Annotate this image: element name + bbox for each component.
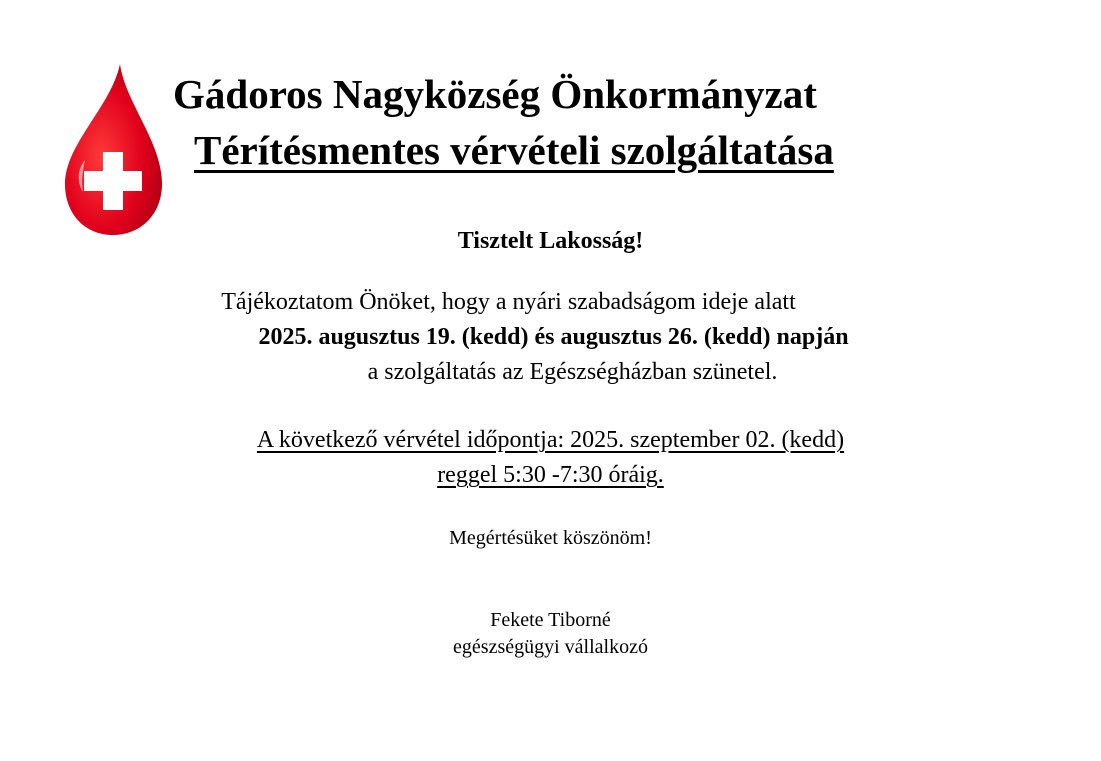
thanks-text: Megértésüket köszönöm!: [449, 527, 652, 549]
next-appointment-line-1: [0, 424, 1101, 456]
next-appointment-line-2: [0, 459, 1101, 491]
next-appointment-date: A következő vérvétel időpontja: 2025. szeptember 02. (kedd): [256, 427, 845, 453]
page-title: Gádoros Nagyközség Önkormányzat: [173, 71, 817, 117]
next-appointment-time: reggel 5:30 -7:30 óráig.: [437, 462, 664, 488]
signature-name: Fekete Tiborné: [490, 609, 611, 631]
notice-line-3: a szolgáltatás az Egészségházban szünetel.: [367, 359, 778, 385]
logo-svg: [63, 62, 163, 237]
page-subtitle: Térítésmentes vérvételi szolgáltatása: [194, 127, 834, 173]
notice-closure-dates: 2025. augusztus 19. (kedd) és augusztus 26. (kedd) napján: [258, 324, 849, 350]
notice-line-1: Tájékoztatom Önöket, hogy a nyári szabadságom ideje alatt: [221, 289, 796, 315]
signature-role: egészségügyi vállalkozó: [453, 636, 648, 658]
blood-drop-cross-icon: [63, 62, 163, 237]
greeting: Tisztelt Lakosság!: [457, 228, 644, 254]
